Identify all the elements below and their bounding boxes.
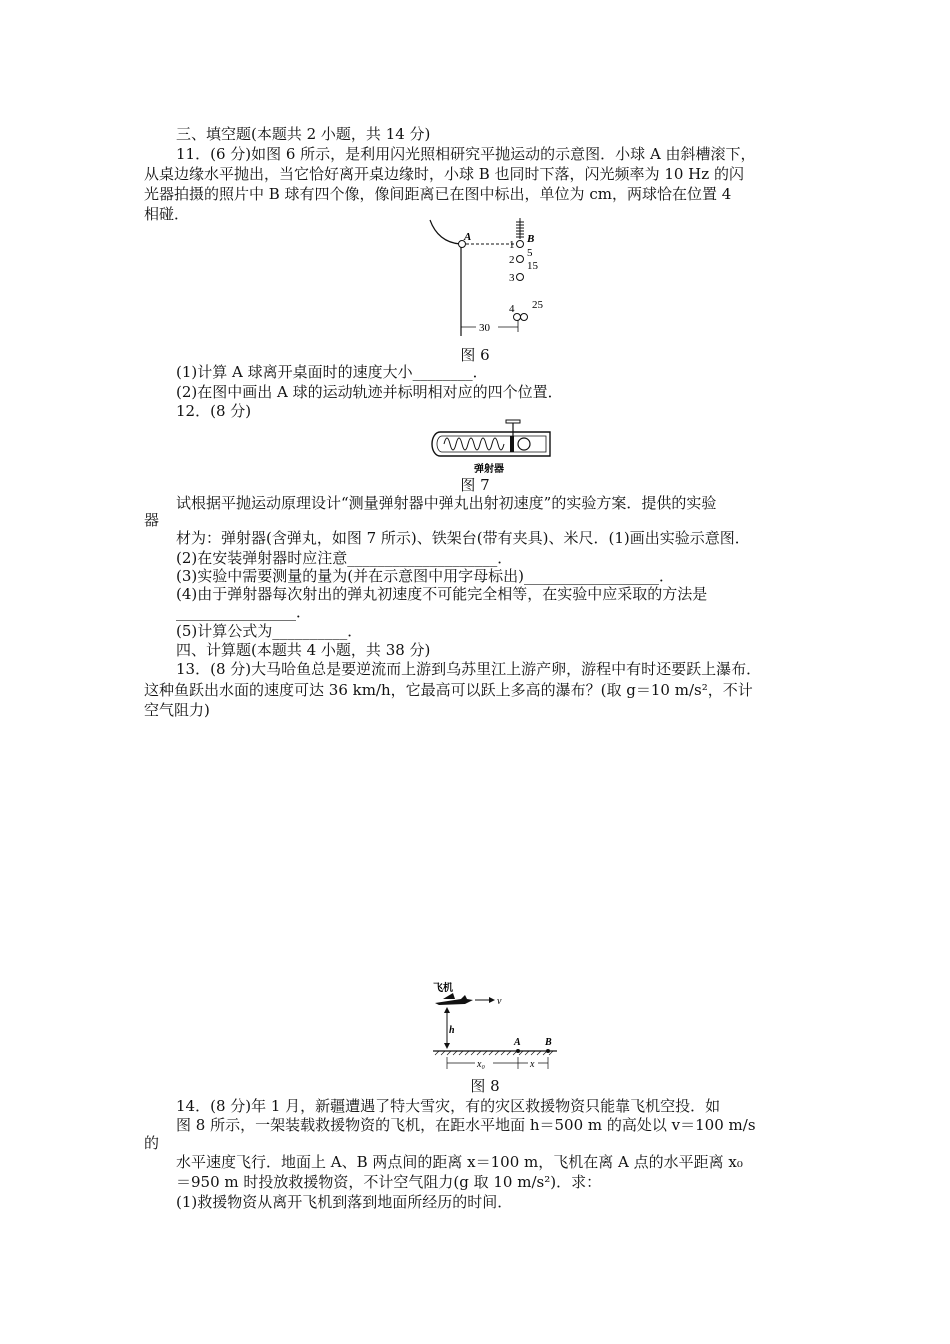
fig6-distance-label: 5 — [527, 247, 533, 259]
figure-8-diagram — [425, 975, 565, 1075]
q12-subquestion-4-blank: ________________． — [176, 603, 312, 621]
fig8-velocity-label: v — [497, 996, 502, 1007]
q11-text-line: 11．(6 分)如图 6 所示，是利用闪光照相研究平抛运动的示意图．小球 A 由斜槽滚下， — [176, 145, 756, 163]
q14-subquestion-1: (1)救援物资从离开飞机到落到地面所经历的时间． — [176, 1193, 513, 1211]
section-heading-calculation: 四、计算题(本题共 4 小题，共 38 分) — [176, 641, 431, 659]
q14-text-line: ＝950 m 时投放救援物资，不计空气阻力(g 取 10 m/s²)．求： — [176, 1173, 602, 1191]
figure-7-diagram — [430, 418, 554, 476]
fig6-position-label: 4 — [509, 303, 515, 315]
q11-text-line: 相碰． — [144, 205, 190, 223]
figure-7-caption: 图 7 — [460, 476, 490, 494]
fig6-horizontal-distance-label: 30 — [479, 322, 490, 334]
fig8-x-label: x — [530, 1059, 535, 1070]
fig8-point-b-label: B — [545, 1037, 552, 1048]
fig6-position-label: 2 — [509, 254, 515, 266]
q14-text-line: 的 — [144, 1134, 160, 1152]
q11-subquestion-1: (1)计算 A 球离开桌面时的速度大小________． — [176, 363, 488, 381]
fig8-x0-label: x₀ — [477, 1059, 485, 1070]
q12-heading: 12．(8 分) — [176, 402, 252, 420]
q13-text-line: 空气阻力) — [144, 701, 210, 719]
fig6-distance-label: 15 — [527, 260, 538, 272]
q12-text-line: 器 — [144, 511, 160, 529]
q14-text-line: 水平速度飞行．地面上 A、B 两点间的距离 x＝100 m，飞机在离 A 点的水平距离 x₀ — [176, 1153, 743, 1171]
q12-subquestion-5: (5)计算公式为__________． — [176, 622, 363, 640]
figure-6-diagram — [420, 214, 560, 344]
fig8-plane-label: 飞机 — [433, 983, 453, 994]
fig6-label-a: A — [464, 231, 472, 243]
q12-subquestion-2: (2)在安装弹射器时应注意____________________． — [176, 549, 513, 567]
q11-subquestion-2: (2)在图中画出 A 球的运动轨迹并标明相对应的四个位置． — [176, 383, 563, 401]
q12-text-line: 试根据平抛运动原理设计“测量弹射器中弹丸出射初速度”的实验方案．提供的实验 — [176, 494, 717, 512]
figure-8-caption: 图 8 — [470, 1077, 500, 1095]
fig6-position-label: 3 — [509, 272, 515, 284]
q12-text-line: 材为：弹射器(含弹丸，如图 7 所示)、铁架台(带有夹具)、米尺．(1)画出实验示意图． — [176, 529, 750, 547]
fig8-point-a-label: A — [514, 1037, 521, 1048]
fig8-height-label: h — [449, 1025, 455, 1036]
figure-6-caption: 图 6 — [460, 346, 490, 364]
q14-text-line: 图 8 所示，一架装载救援物资的飞机，在距水平地面 h＝500 m 的高处以 v＝100 m/s — [176, 1116, 756, 1134]
q12-subquestion-4: (4)由于弹射器每次射出的弹丸初速度不可能完全相等，在实验中应采取的方法是 — [176, 585, 708, 603]
q14-text-line: 14．(8 分)年 1 月，新疆遭遇了特大雪灾，有的灾区救援物资只能靠飞机空投．如 — [176, 1097, 721, 1115]
section-heading-fill-in: 三、填空题(本题共 2 小题，共 14 分) — [176, 125, 431, 143]
fig6-label-b: B — [527, 233, 535, 245]
q11-text-line: 光器拍摄的照片中 B 球有四个像，像间距离已在图中标出，单位为 cm，两球恰在位置 4 — [144, 185, 732, 203]
q13-text-line: 这种鱼跃出水面的速度可达 36 km/h，它最高可以跃上多高的瀑布？(取 g＝10 m/s²，不计 — [144, 681, 753, 699]
q12-subquestion-3: (3)实验中需要测量的量为(并在示意图中用字母标出)__________________． — [176, 567, 674, 585]
fig7-device-label: 弹射器 — [474, 464, 504, 475]
fig6-distance-label: 25 — [532, 299, 543, 311]
fig6-position-label: 1 — [509, 239, 515, 251]
q11-text-line: 从桌边缘水平抛出，当它恰好离开桌边缘时，小球 B 也同时下落，闪光频率为 10 Hz 的闪 — [144, 165, 744, 183]
q13-text-line: 13．(8 分)大马哈鱼总是要逆流而上游到乌苏里江上游产卵，游程中有时还要跃上瀑布． — [176, 660, 762, 678]
